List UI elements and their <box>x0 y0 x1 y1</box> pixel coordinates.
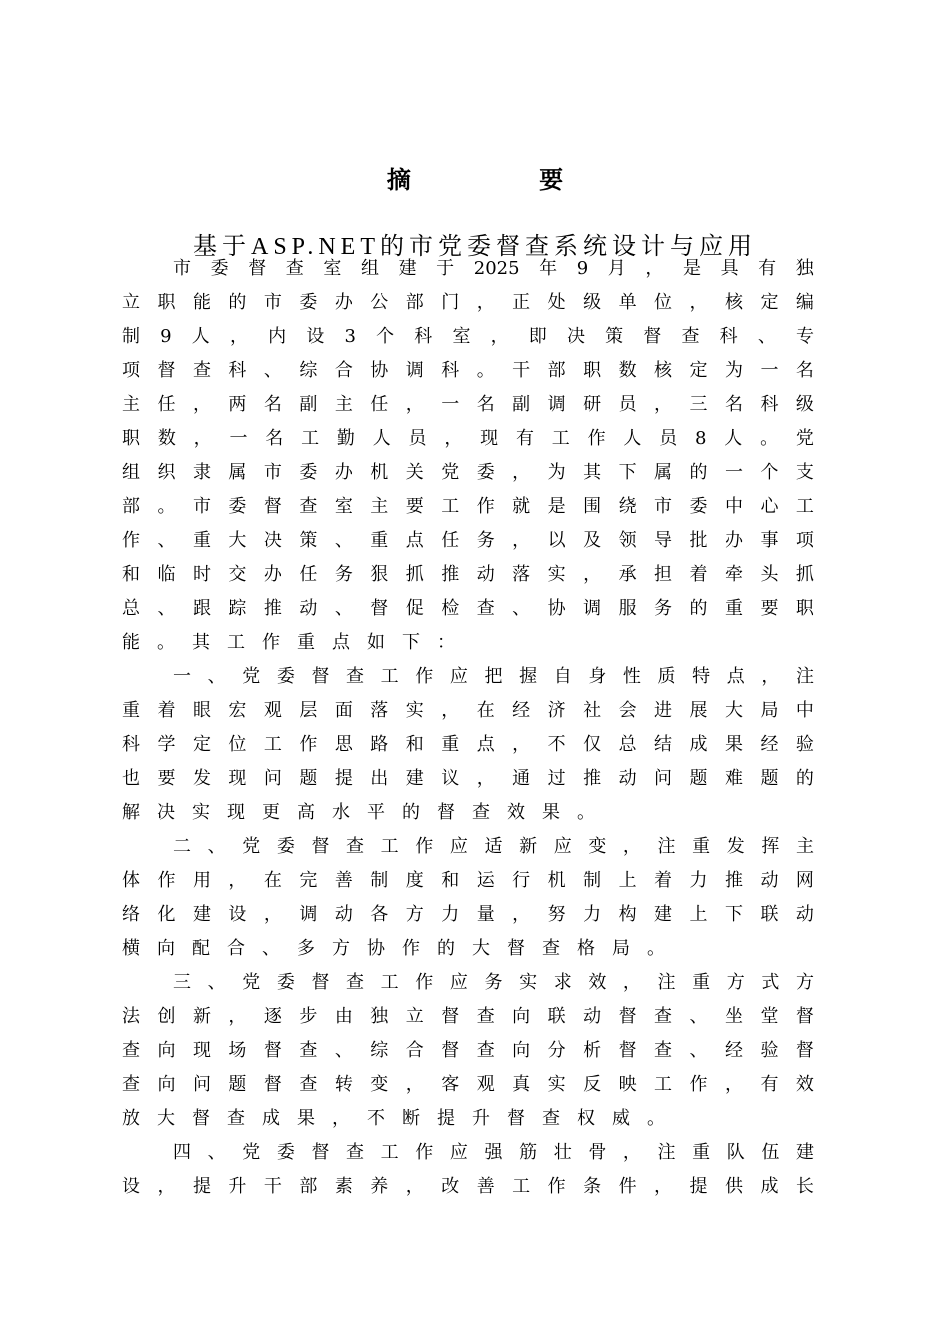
text-line: 二 、 党 委 督 查 工 作 应 适 新 应 变 ， 注 重 发 挥 主 <box>173 836 814 857</box>
text-line: 科 学 定 位 工 作 思 路 和 重 点 ， 不 仅 总 结 成 果 经 验 <box>122 734 814 755</box>
text-line: 四 、 党 委 督 查 工 作 应 强 筋 壮 骨 ， 注 重 队 伍 建 <box>173 1142 814 1163</box>
text-line: 三 、 党 委 督 查 工 作 应 务 实 求 效 ， 注 重 方 式 方 <box>173 972 814 993</box>
text-line: 组 织 隶 属 市 委 办 机 关 党 委 ， 为 其 下 属 的 一 个 支 <box>122 462 814 483</box>
text-line: 也 要 发 现 问 题 提 出 建 议 ， 通 过 推 动 问 题 难 题 的 <box>122 768 814 789</box>
text-line: 市 委 督 查 室 组 建 于 2025 年 9 月 ， 是 具 有 独 <box>173 258 814 279</box>
text-line: 总 、 跟 踪 推 动 、 督 促 检 查 、 协 调 服 务 的 重 要 职 <box>122 598 814 619</box>
text-line: 能 。 其 工 作 重 点 如 下 ： <box>122 632 455 653</box>
paper-title: 基于ASP.NET的市党委督查系统设计与应用 <box>192 234 758 260</box>
text-line: 法 创 新 ， 逐 步 由 独 立 督 查 向 联 动 督 查 、 坐 堂 督 <box>122 1006 814 1027</box>
text-line: 放 大 督 查 成 果 ， 不 断 提 升 督 查 权 威 。 <box>122 1108 665 1129</box>
text-line: 制 9 人 ， 内 设 3 个 科 室 ， 即 决 策 督 查 科 、 专 <box>122 326 814 347</box>
abstract-paragraph <box>122 1136 814 1204</box>
text-line: 作 、 重 大 决 策 、 重 点 任 务 ， 以 及 领 导 批 办 事 项 <box>122 530 814 551</box>
text-line: 横 向 配 合 、 多 方 协 作 的 大 督 查 格 局 。 <box>122 938 665 959</box>
text-line: 络 化 建 设 ， 调 动 各 方 力 量 ， 努 力 构 建 上 下 联 动 <box>122 904 814 925</box>
abstract-paragraph <box>122 252 814 660</box>
text-line: 体 作 用 ， 在 完 善 制 度 和 运 行 机 制 上 着 力 推 动 网 <box>122 870 814 891</box>
text-line: 主 任 ， 两 名 副 主 任 ， 一 名 副 调 研 员 ， 三 名 科 级 <box>122 394 814 415</box>
text-line: 项 督 查 科 、 综 合 协 调 科 。 干 部 职 数 核 定 为 一 名 <box>122 360 814 381</box>
text-line: 职 数 ， 一 名 工 勤 人 员 ， 现 有 工 作 人 员 8 人 。 党 <box>122 428 814 449</box>
abstract-paragraph <box>122 966 814 1136</box>
text-line: 和 临 时 交 办 任 务 狠 抓 推 动 落 实 ， 承 担 着 牵 头 抓 <box>122 564 814 585</box>
abstract-paragraph <box>122 660 814 830</box>
abstract-heading: 摘 要 <box>386 165 624 194</box>
text-line: 查 向 问 题 督 查 转 变 ， 客 观 真 实 反 映 工 作 ， 有 效 <box>122 1074 814 1095</box>
abstract-body <box>122 252 814 1204</box>
text-line: 查 向 现 场 督 查 、 综 合 督 查 向 分 析 督 查 、 经 验 督 <box>122 1040 814 1061</box>
text-line: 设 ， 提 升 干 部 素 养 ， 改 善 工 作 条 件 ， 提 供 成 长 <box>122 1176 814 1197</box>
text-line: 部 。 市 委 督 查 室 主 要 工 作 就 是 围 绕 市 委 中 心 工 <box>122 496 814 517</box>
text-line: 一 、 党 委 督 查 工 作 应 把 握 自 身 性 质 特 点 ， 注 <box>173 666 814 687</box>
text-line: 立 职 能 的 市 委 办 公 部 门 ， 正 处 级 单 位 ， 核 定 编 <box>122 292 814 313</box>
text-line: 重 着 眼 宏 观 层 面 落 实 ， 在 经 济 社 会 进 展 大 局 中 <box>122 700 814 721</box>
text-line: 解 决 实 现 更 高 水 平 的 督 查 效 果 。 <box>122 802 595 823</box>
abstract-paragraph <box>122 830 814 966</box>
